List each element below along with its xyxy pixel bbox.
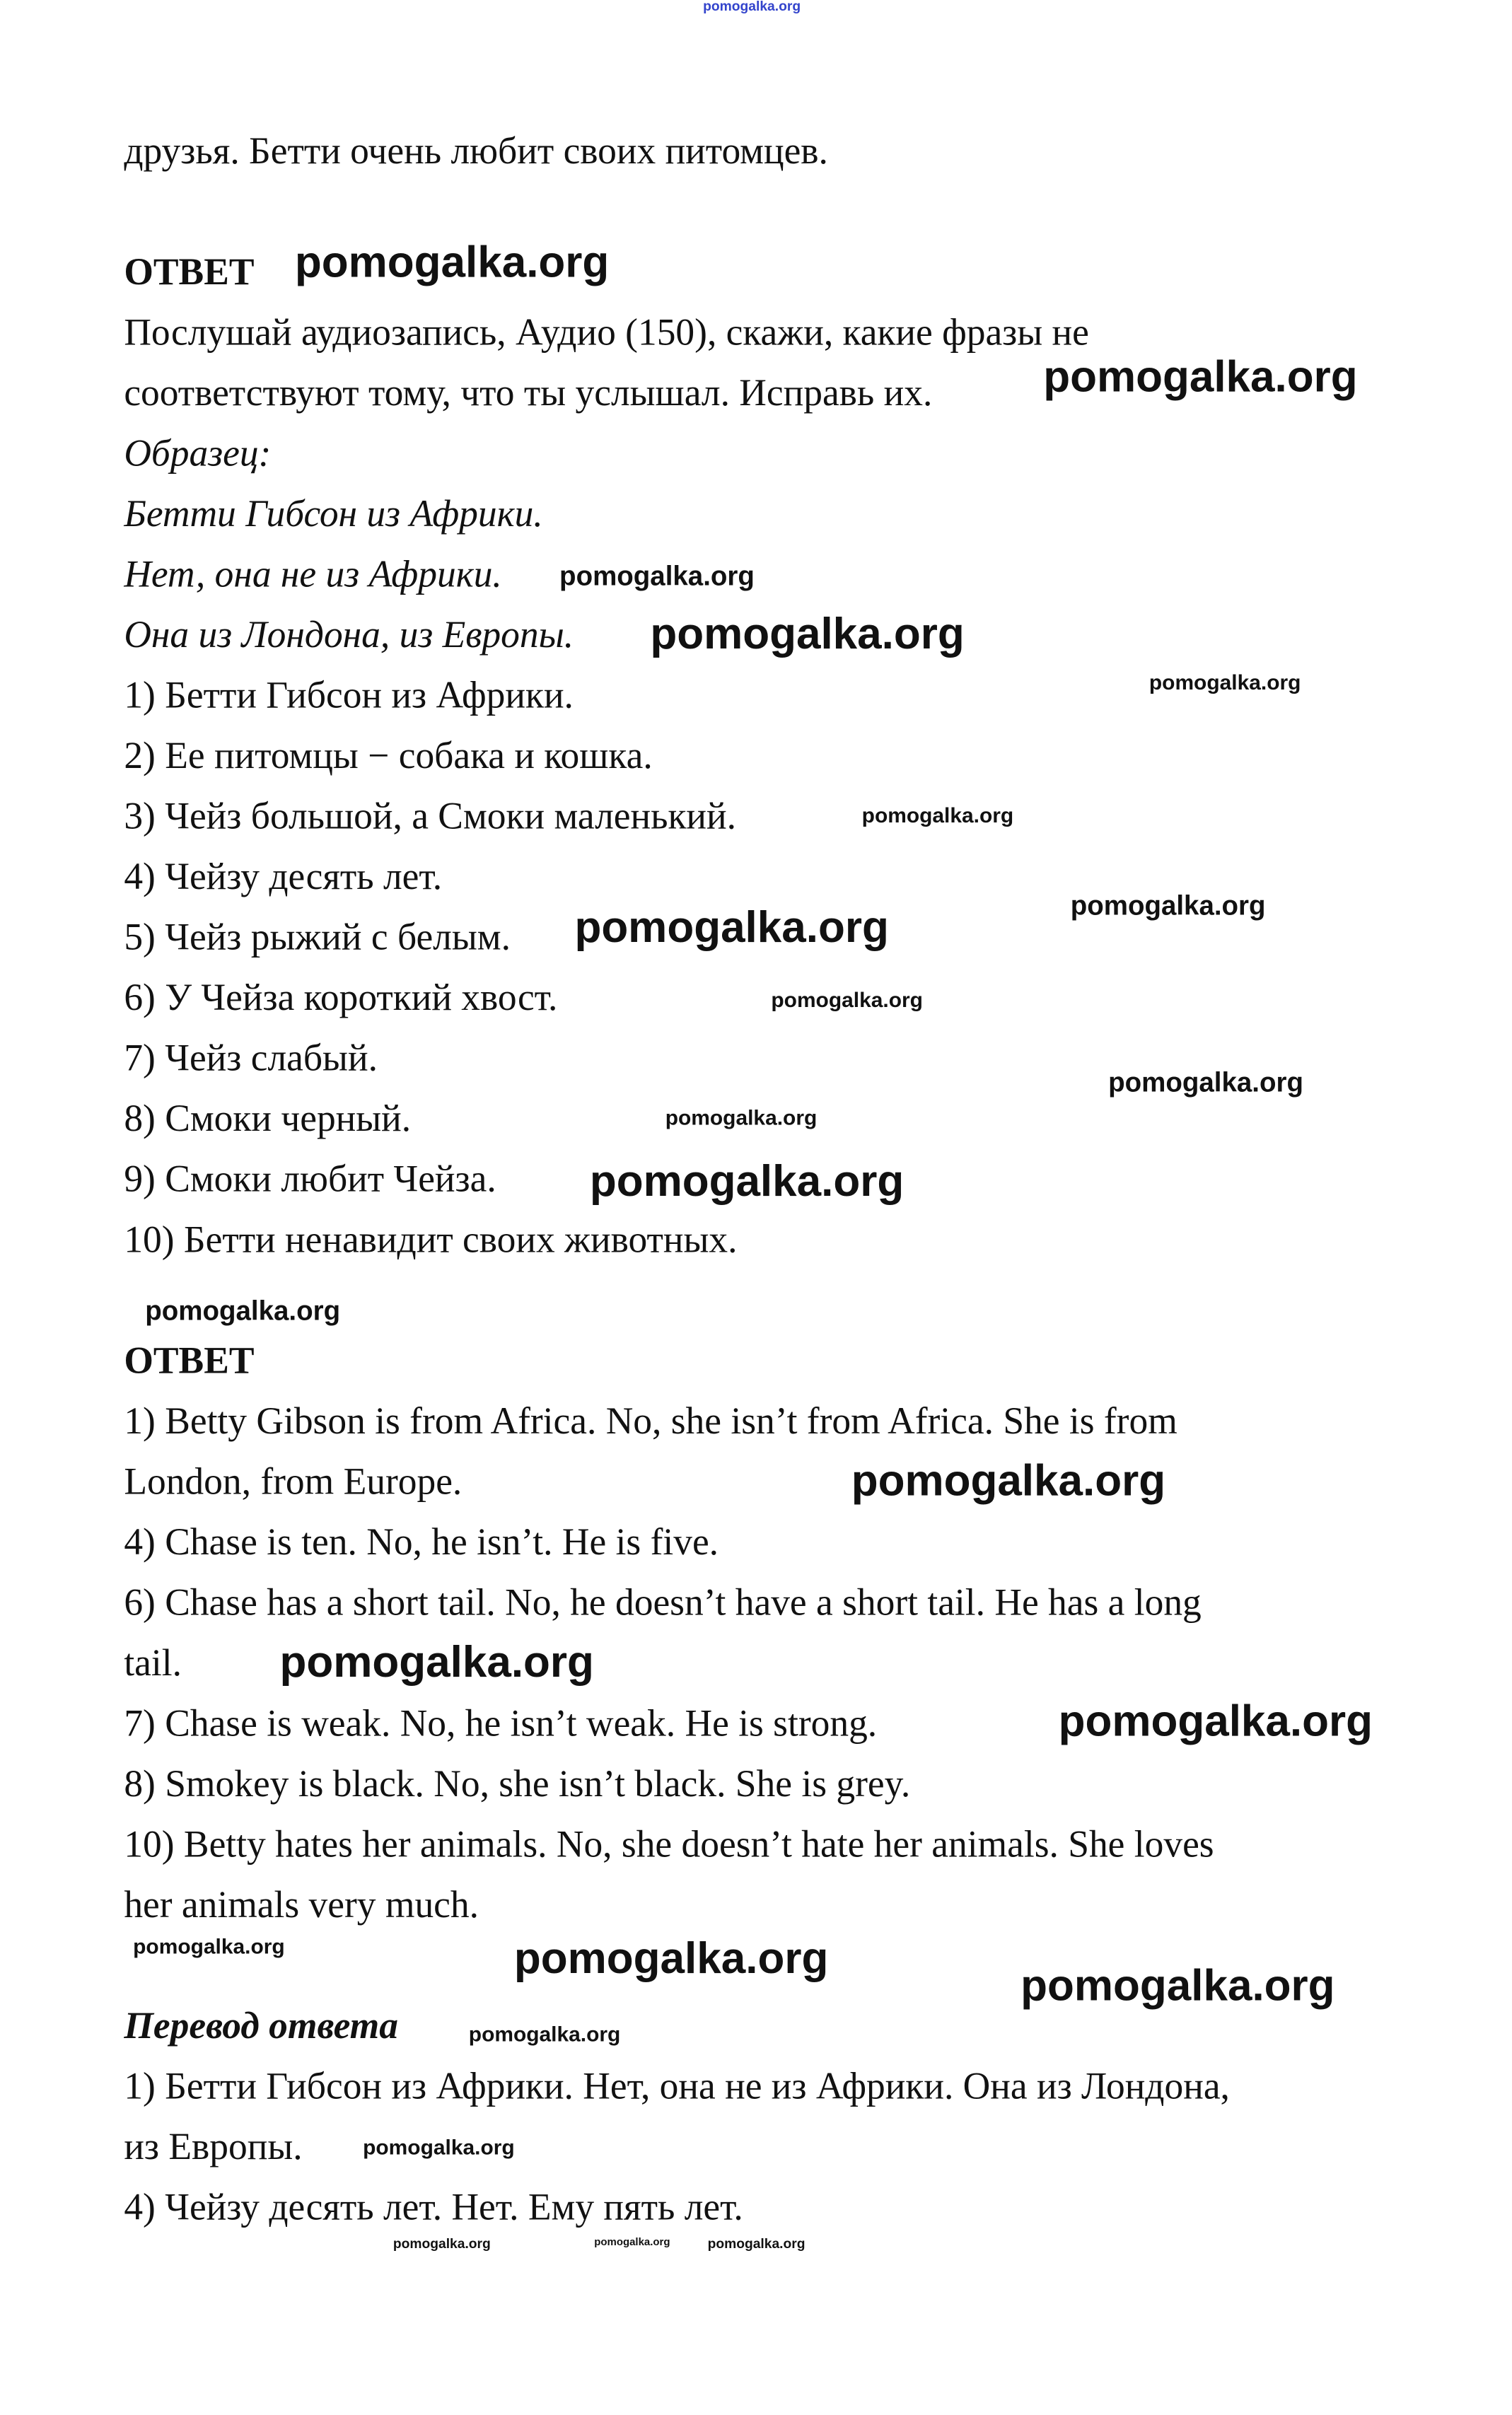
watermark: pomogalka.org <box>1070 890 1266 921</box>
list-item: 3) Чейз большой, а Смоки маленький. <box>124 796 737 838</box>
list-item: 9) Смоки любит Чейза. <box>124 1159 496 1201</box>
watermark: pomogalka.org <box>589 1158 905 1207</box>
answer-line: 7) Chase is weak. No, he isn’t weak. He is strong. <box>124 1704 878 1745</box>
translation-heading: Перевод ответа <box>124 2006 398 2047</box>
task-line: соответствуют тому, что ты услышал. Исправь их. <box>124 373 933 414</box>
watermark: pomogalka.org <box>771 987 923 1012</box>
watermark: pomogalka.org <box>145 1296 341 1327</box>
answer-line: her animals very much. <box>124 1885 479 1926</box>
sample-line: Бетти Гибсон из Африки. <box>124 494 543 535</box>
sample-label: Образец: <box>124 433 272 475</box>
answer-line: tail. <box>124 1643 182 1684</box>
watermark: pomogalka.org <box>665 1105 818 1130</box>
watermark: pomogalka.org <box>861 803 1014 827</box>
watermark: pomogalka.org <box>294 238 610 288</box>
watermark: pomogalka.org <box>650 610 965 660</box>
list-item: 2) Ее питомцы − собака и кошка. <box>124 736 653 777</box>
task-line: Послушай аудиозапись, Аудио (150), скажи, какие фразы не <box>124 313 1089 354</box>
watermark: pomogalka.org <box>392 2236 491 2252</box>
sample-line: Нет, она не из Африки. <box>124 554 502 596</box>
watermark: pomogalka.org <box>594 2237 670 2249</box>
watermark: pomogalka.org <box>1043 354 1358 402</box>
answer-heading: ОТВЕТ <box>124 1341 255 1383</box>
watermark: pomogalka.org <box>133 1933 285 1958</box>
answer-line: London, from Europe. <box>124 1462 463 1503</box>
watermark: pomogalka.org <box>574 904 889 953</box>
list-item: 10) Бетти ненавидит своих животных. <box>124 1220 738 1262</box>
list-item: 5) Чейз рыжий с белым. <box>124 917 511 959</box>
answer-heading: ОТВЕТ <box>124 252 255 293</box>
watermark: pomogalka.org <box>513 1935 829 1984</box>
answer-line: 10) Betty hates her animals. No, she doesn’t hate her animals. She loves <box>124 1825 1214 1866</box>
answer-line: 4) Chase is ten. No, he isn’t. He is five. <box>124 1522 719 1564</box>
watermark: pomogalka.org <box>851 1457 1166 1506</box>
list-item: 8) Смоки черный. <box>124 1099 412 1141</box>
translation-line: 4) Чейзу десять лет. Нет. Ему пять лет. <box>124 2187 743 2229</box>
watermark: pomogalka.org <box>1148 670 1301 694</box>
translation-line: 1) Бетти Гибсон из Африки. Нет, она не из Африки. Она из Лондона, <box>124 2066 1230 2108</box>
watermark: pomogalka.org <box>363 2134 515 2160</box>
list-item: 6) У Чейза короткий хвост. <box>124 978 558 1020</box>
watermark: pomogalka.org <box>559 561 755 591</box>
list-item: 7) Чейз слабый. <box>124 1038 378 1080</box>
watermark: pomogalka.org <box>707 2236 806 2252</box>
intro-tail: друзья. Бетти очень любит своих питомцев. <box>124 132 828 173</box>
list-item: 4) Чейзу десять лет. <box>124 857 443 898</box>
list-item: 1) Бетти Гибсон из Африки. <box>124 675 574 717</box>
sample-line: Она из Лондона, из Европы. <box>124 615 574 656</box>
watermark: pomogalka.org <box>468 2021 621 2046</box>
answer-line: 1) Betty Gibson is from Africa. No, she isn’t from Africa. She is from <box>124 1401 1177 1443</box>
answer-line: 8) Smokey is black. No, she isn’t black. She is grey. <box>124 1764 911 1805</box>
watermark: pomogalka.org <box>1058 1697 1373 1747</box>
translation-line: из Европы. <box>124 2127 303 2168</box>
watermark: pomogalka.org <box>1108 1067 1303 1098</box>
watermark: pomogalka.org <box>279 1639 594 1688</box>
watermark: pomogalka.org <box>1020 1962 1335 2011</box>
answer-line: 6) Chase has a short tail. No, he doesn’t have a short tail. He has a long <box>124 1583 1202 1624</box>
watermark: pomogalka.org <box>703 0 801 14</box>
